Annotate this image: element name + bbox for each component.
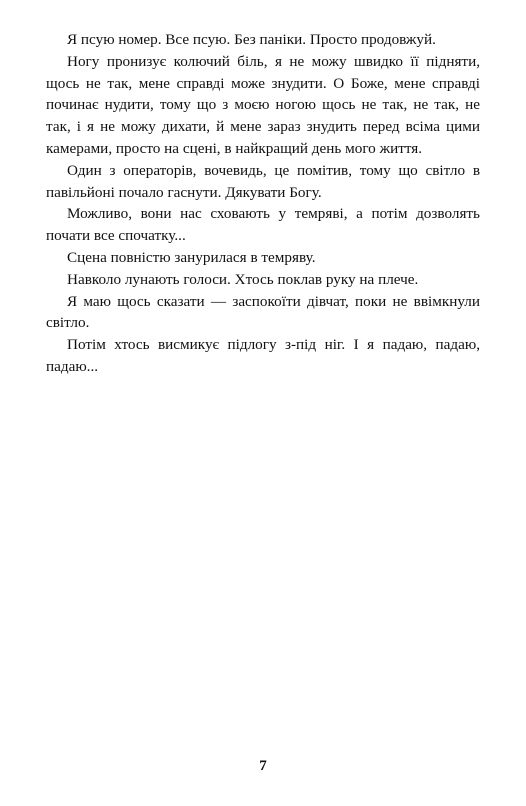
paragraph-5: Сцена повністю занурилася в темряву. [67, 248, 316, 266]
page-body [46, 29, 480, 378]
paragraph-1: Я псую номер. Все псую. Без паніки. Просто продовжуй. [67, 31, 436, 48]
paragraph-3: Один з операторів, вочевидь, це помітив, тому що світло в павільйоні почало гаснути. Дякувати Богу. [46, 161, 480, 201]
paragraph-8: Потім хтось висмикує підлогу з-під ніг. І я падаю, падаю, падаю... [46, 336, 480, 375]
page-number: 7 [259, 758, 267, 774]
paragraph-2: Ногу пронизує колючий біль, я не можу швидко її підняти, щось не так, мене справді може знудити. О Боже, мене справді починає нудити, тому що з моєю ногою щось не так, не так, не так, і я не можу дихати, й мене зараз знудить перед всіма цими камерами, просто на сцені, в найкращий день мого життя. [46, 52, 480, 157]
paragraph-7: Я маю щось сказати — заспокоїти дівчат, поки не ввімкнули світло. [46, 292, 480, 332]
paragraph-4: Можливо, вони нас сховають у темряві, а потім дозволять почати все спочатку... [46, 205, 480, 245]
paragraph-6: Навколо лунають голоси. Хтось поклав руку на плече. [67, 270, 419, 288]
